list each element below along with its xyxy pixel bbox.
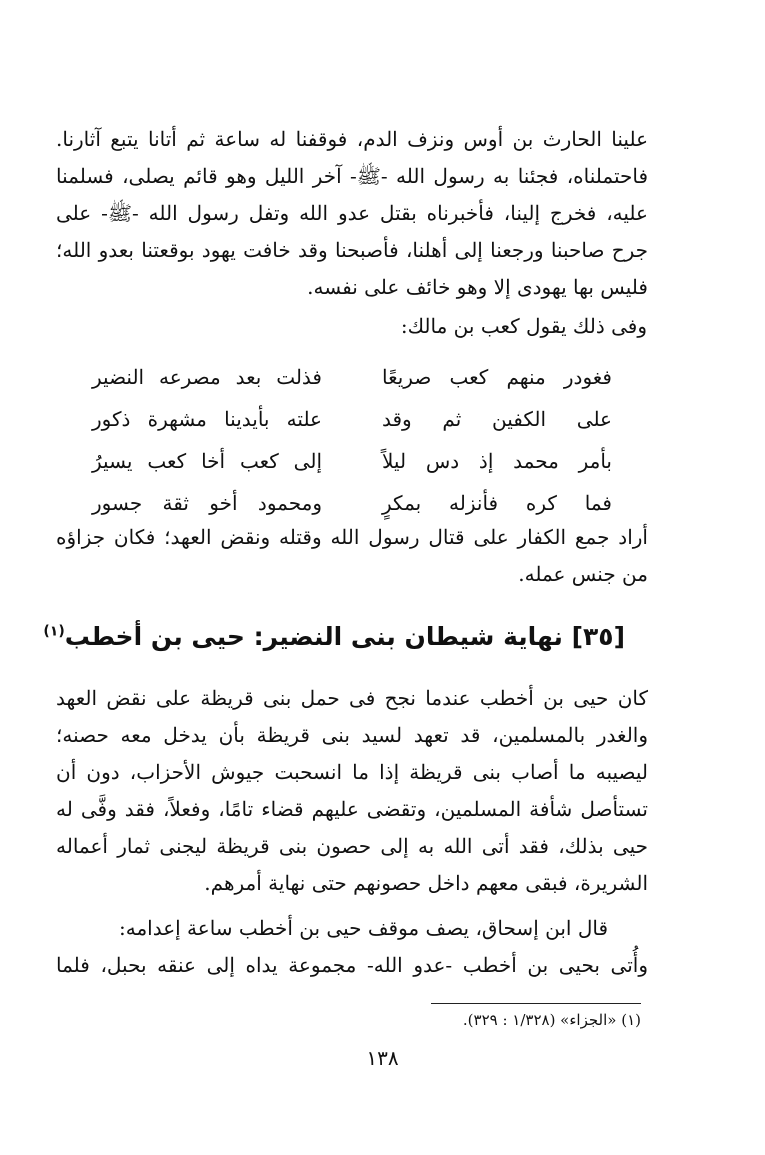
- verse-first-hemistich: على الكفين ثم وقد: [382, 407, 612, 431]
- paragraph-3: كان حيى بن أخطب عندما نجح فى حمل بنى قريظة على نقض العهد والغدر بالمسلمين، قد تعهد لسيد بنى قريظة بأن يدخل معه حصنه؛ ليصيبه ما أصاب بنى قريظة إذا ما انسحبت جيوش الأحزاب، دون أن تستأصل شأفة المسلمين، وتقضى عليهم قضاء تامًا، وفعلاً، فقد وفَّى له حيى بذلك، فقد أتى الله به إلى حصون بنى قريظة ليجنى ثمار أعماله الشريرة، فبقى معهم داخل حصونهم حتى نهاية أمرهم.: [56, 686, 649, 895]
- poem: [92, 356, 612, 524]
- poem-intro: وفى ذلك يقول كعب بن مالك:: [400, 314, 647, 338]
- paragraph-1: علينا الحارث بن أوس ونزف الدم، فوقفنا له ساعة ثم أتانا يتبع آثارنا. فاحتملناه، فجئنا به رسول الله -ﷺ- آخر الليل وهو قائم يصلى، فسلمنا عليه، فخرج إلينا، فأخبرناه بقتل عدو الله وتفل رسول الله -ﷺ- على جرح صاحبنا ورجعنا إلى أهلنا، فأصبحنا وقد خافت يهود بوقعتنا بعدو الله؛ فليس بها يهودى إلا وهو خائف على نفسه.: [56, 127, 648, 299]
- footnote: (١) «الجزاء» (١/٣٢٨ : ٣٢٩).: [462, 1011, 641, 1029]
- paragraph-4-line-1: قال ابن إسحاق، يصف موقف حيى بن أخطب ساعة إعدامه:: [118, 916, 608, 940]
- poem-verse: [92, 356, 612, 398]
- page-number: ١٣٨: [366, 1046, 399, 1070]
- verse-second-hemistich: علته بأيدينا مشهرة ذكور: [92, 407, 322, 431]
- verse-first-hemistich: بأمر محمد إذ دس ليلاً: [382, 449, 612, 473]
- paragraph-4-line-2: وأُتى بحيى بن أخطب -عدو الله- مجموعة يداه إلى عنقه بحبل، فلما: [56, 953, 648, 977]
- section-heading: [43, 622, 625, 651]
- paragraph-2: أراد جمع الكفار على قتال رسول الله وقتله ونقض العهد؛ فكان جزاؤه من جنس عمله.: [56, 525, 648, 586]
- verse-first-hemistich: فغودر منهم كعب صريعًا: [382, 365, 612, 389]
- footnote-reference: (١): [43, 623, 65, 640]
- section-heading-text: [٣٥] نهاية شيطان بنى النضير: حيى بن أخطب: [64, 622, 625, 651]
- verse-second-hemistich: فذلت بعد مصرعه النضير: [92, 365, 322, 389]
- footnote-divider: [431, 1003, 641, 1004]
- poem-verse: [92, 398, 612, 440]
- verse-first-hemistich: فما كره فأنزله بمكرٍ: [382, 491, 612, 515]
- poem-verse: [92, 440, 612, 482]
- poem-verse: [92, 482, 612, 524]
- paragraph-4: [56, 910, 648, 990]
- verse-second-hemistich: ومحمود أخو ثقة جسور: [92, 491, 322, 515]
- verse-second-hemistich: إلى كعب أخا كعب يسيرُ: [92, 449, 322, 473]
